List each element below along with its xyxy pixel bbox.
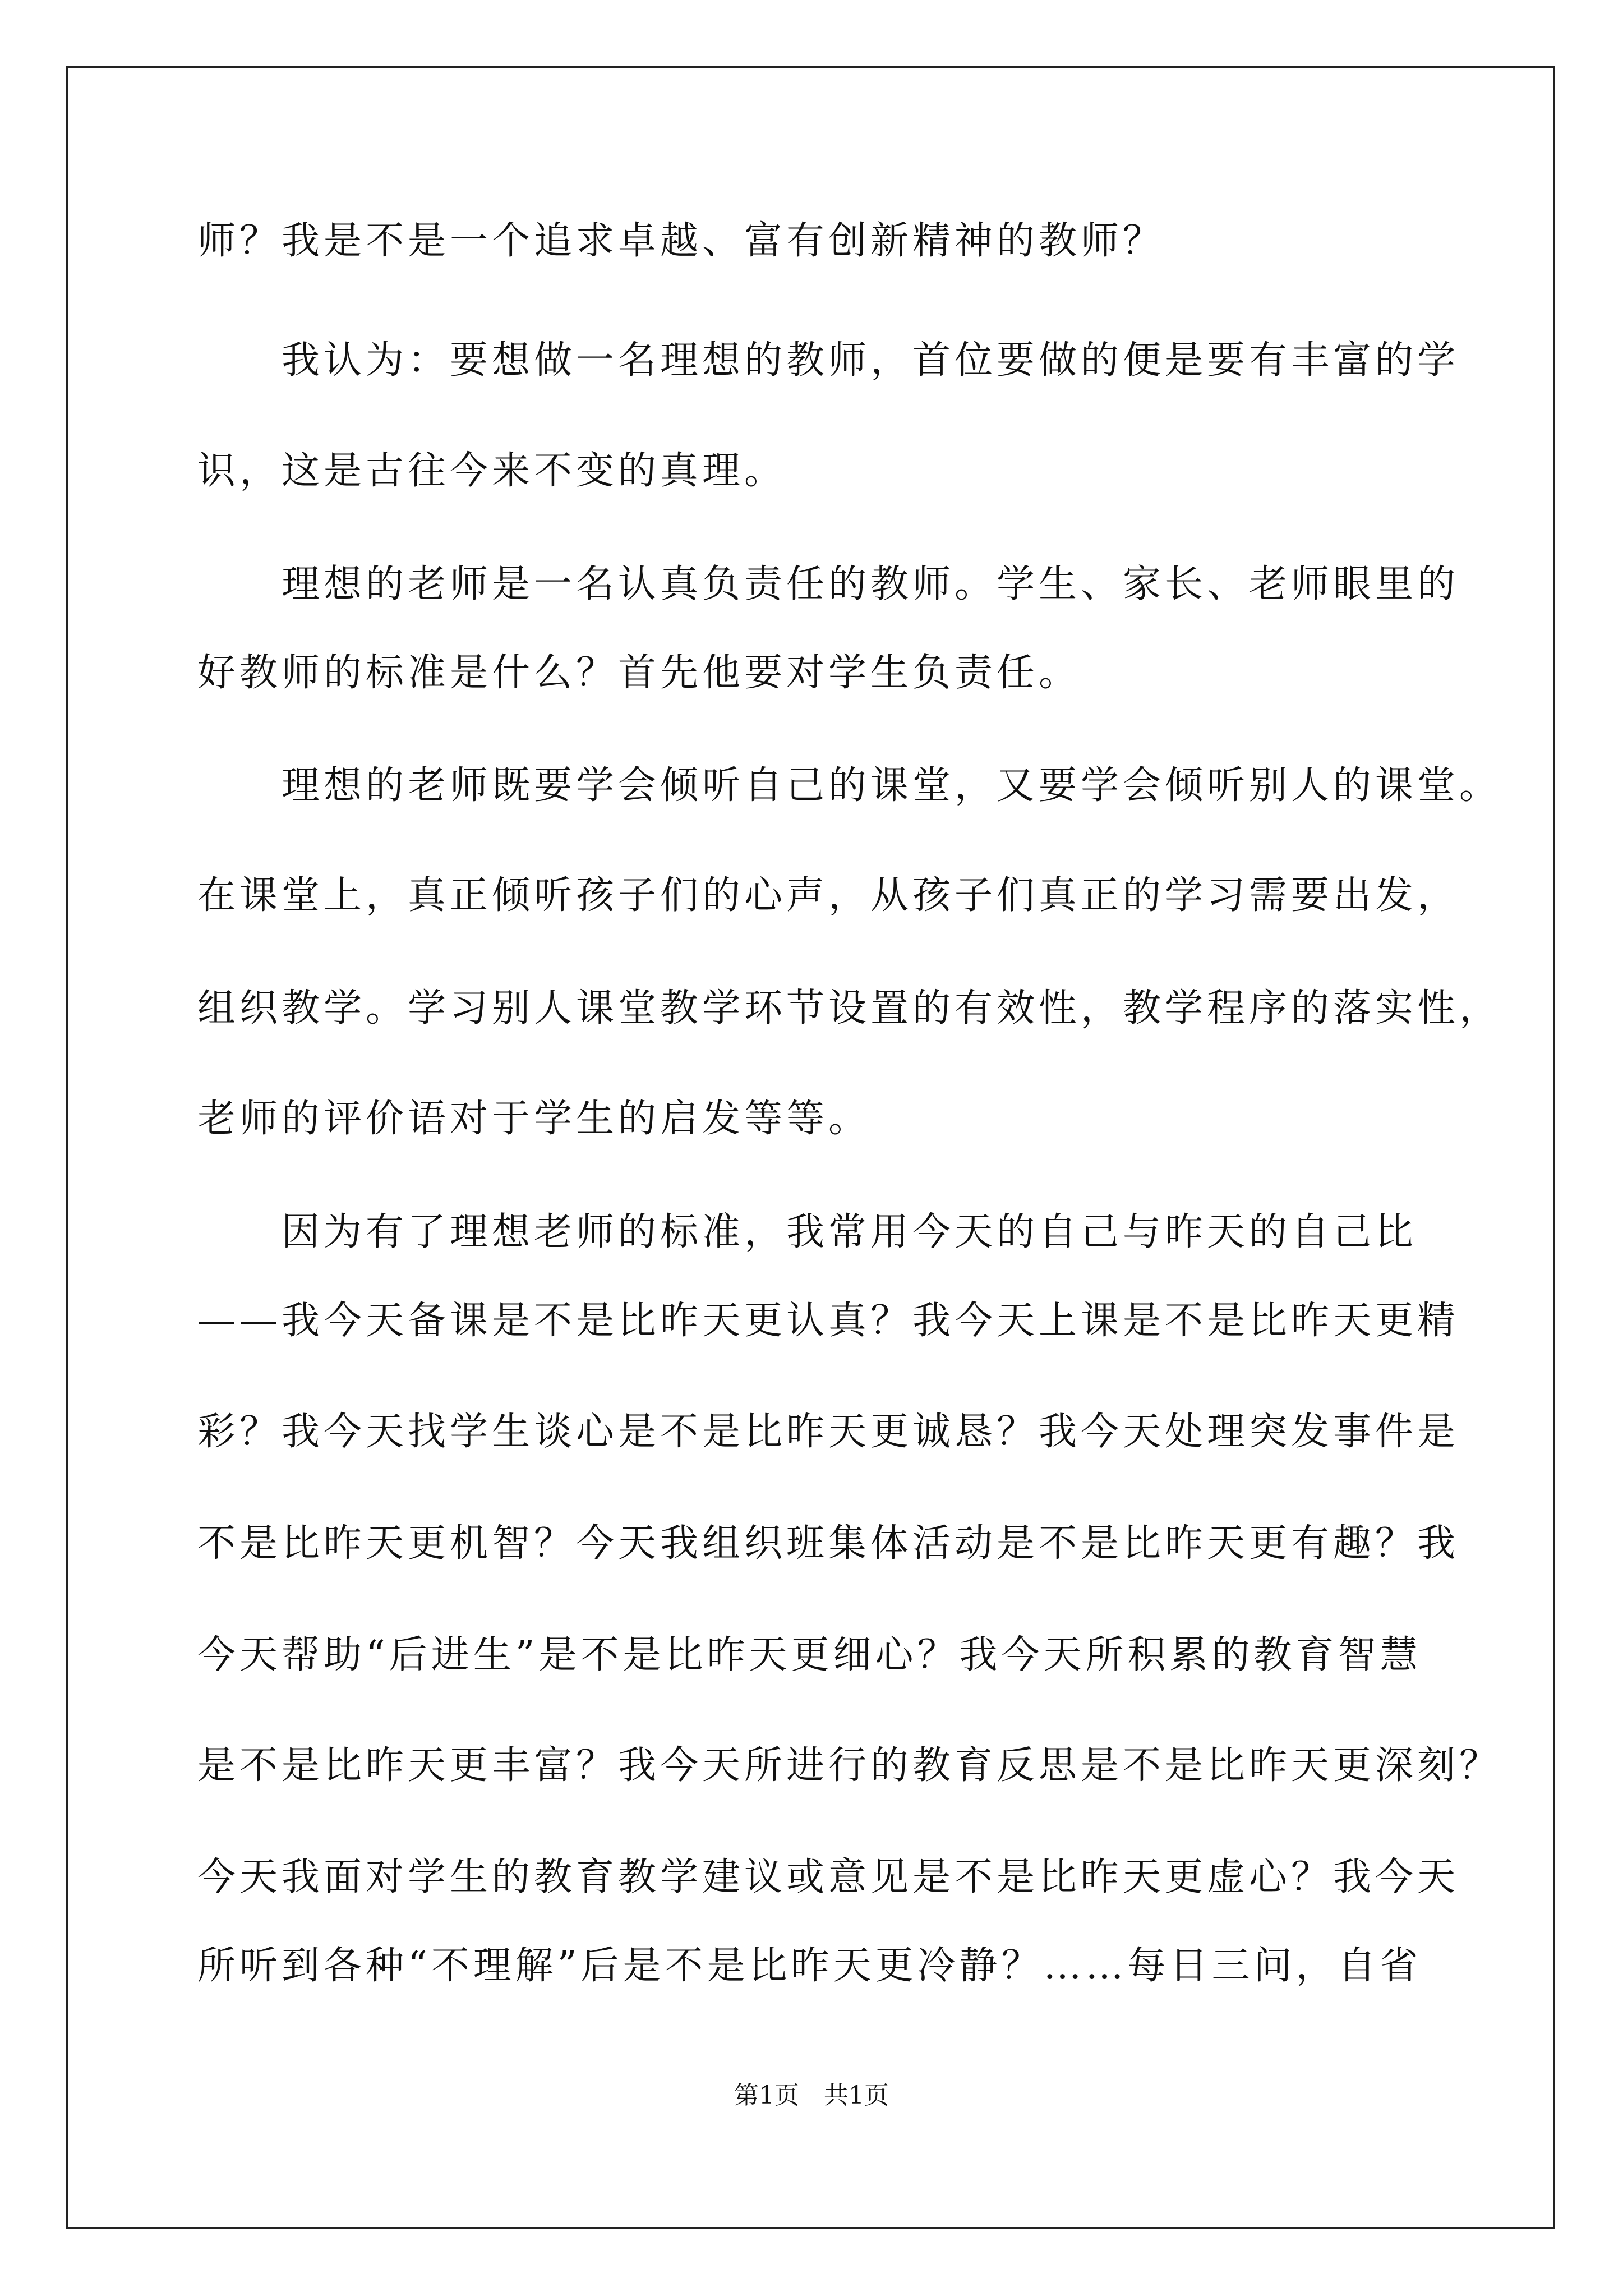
text-line: 识，这是古往今来不变的真理。	[197, 449, 787, 493]
text-line: 今天我面对学生的教育教学建议或意见是不是比昨天更虚心？我今天	[197, 1855, 1460, 1899]
text-line: 今天帮助“后进生”是不是比昨天更细心？我今天所积累的教育智慧	[197, 1633, 1422, 1677]
text-line: 师？我是不是一个追求卓越、富有创新精神的教师？	[197, 219, 1165, 263]
text-line: 我认为：要想做一名理想的教师，首位要做的便是要有丰富的学	[197, 338, 1460, 383]
text-line: 理想的老师是一名认真负责任的教师。学生、家长、老师眼里的	[197, 562, 1460, 606]
text-line: 在课堂上，真正倾听孩子们的心声，从孩子们真正的学习需要出发，	[197, 873, 1460, 918]
page-number-footer: 第1页 共1页	[734, 2081, 889, 2110]
text-line: 组织教学。学习别人课堂教学环节设置的有效性，教学程序的落实性，	[197, 986, 1502, 1030]
text-line: 老师的评价语对于学生的启发等等。	[197, 1097, 871, 1141]
page-border	[66, 66, 1555, 2229]
text-line: 是不是比昨天更丰富？我今天所进行的教育反思是不是比昨天更深刻？	[197, 1743, 1502, 1788]
text-line: 因为有了理想老师的标准，我常用今天的自己与昨天的自己比	[197, 1210, 1418, 1254]
text-line: ——我今天备课是不是比昨天更认真？我今天上课是不是比昨天更精	[197, 1299, 1460, 1343]
text-line: 不是比昨天更机智？今天我组织班集体活动是不是比昨天更有趣？我	[197, 1521, 1460, 1566]
text-line: 所听到各种“不理解”后是不是比昨天更冷静？……每日三问，自省	[197, 1944, 1422, 1988]
text-line: 彩？我今天找学生谈心是不是比昨天更诚恳？我今天处理突发事件是	[197, 1410, 1460, 1454]
text-line: 好教师的标准是什么？首先他要对学生负责任。	[197, 651, 1081, 695]
text-line: 理想的老师既要学会倾听自己的课堂，又要学会倾听别人的课堂。	[197, 763, 1502, 808]
